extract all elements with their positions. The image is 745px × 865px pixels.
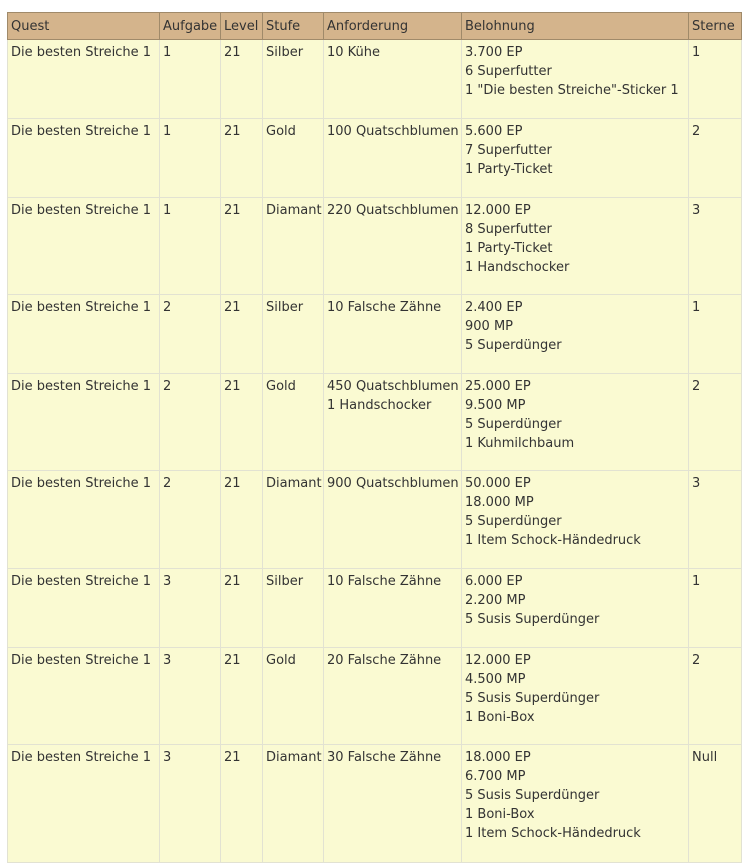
cell-aufgabe: 2	[160, 374, 221, 471]
header-quest: Quest	[8, 13, 160, 40]
header-anforderung: Anforderung	[324, 13, 462, 40]
belohnung-line: 2.200 MP	[465, 593, 526, 608]
cell-aufgabe: 3	[160, 569, 221, 648]
anforderung-line: 1 Handschocker	[327, 398, 432, 413]
belohnung-line: 7 Superfutter	[465, 143, 552, 158]
cell-level: 21	[221, 648, 263, 745]
cell-anforderung	[324, 198, 462, 295]
belohnung-line: 5 Superdünger	[465, 514, 562, 529]
cell-aufgabe: 2	[160, 471, 221, 569]
cell-quest: Die besten Streiche 1	[8, 119, 160, 198]
cell-level: 21	[221, 295, 263, 374]
header-sterne: Sterne	[689, 13, 742, 40]
cell-belohnung	[462, 198, 689, 295]
table-row	[8, 745, 742, 863]
cell-level: 21	[221, 40, 263, 119]
belohnung-line: 1 Boni-Box	[465, 807, 535, 822]
cell-quest: Die besten Streiche 1	[8, 40, 160, 119]
belohnung-line: 5 Susis Superdünger	[465, 788, 600, 803]
cell-belohnung	[462, 745, 689, 863]
anforderung-line: 900 Quatschblumen	[327, 476, 459, 491]
belohnung-line: 12.000 EP	[465, 203, 531, 218]
cell-belohnung	[462, 295, 689, 374]
cell-quest: Die besten Streiche 1	[8, 648, 160, 745]
cell-quest: Die besten Streiche 1	[8, 198, 160, 295]
cell-belohnung	[462, 471, 689, 569]
table-row	[8, 119, 742, 198]
cell-anforderung	[324, 40, 462, 119]
belohnung-line: 1 Boni-Box	[465, 710, 535, 725]
cell-sterne: 2	[689, 119, 742, 198]
anforderung-line: 100 Quatschblumen	[327, 124, 459, 139]
cell-aufgabe: 1	[160, 198, 221, 295]
cell-quest: Die besten Streiche 1	[8, 745, 160, 863]
belohnung-line: 50.000 EP	[465, 476, 531, 491]
cell-level: 21	[221, 569, 263, 648]
anforderung-line: 450 Quatschblumen	[327, 379, 459, 394]
belohnung-line: 6.700 MP	[465, 769, 526, 784]
cell-belohnung	[462, 569, 689, 648]
header-stufe: Stufe	[263, 13, 324, 40]
belohnung-line: 2.400 EP	[465, 300, 523, 315]
belohnung-line: 5 Susis Superdünger	[465, 612, 600, 627]
cell-stufe: Silber	[263, 295, 324, 374]
table-row	[8, 374, 742, 471]
header-row	[8, 13, 742, 40]
cell-level: 21	[221, 471, 263, 569]
belohnung-line: 18.000 EP	[465, 750, 531, 765]
table-row	[8, 295, 742, 374]
cell-aufgabe: 1	[160, 119, 221, 198]
belohnung-line: 8 Superfutter	[465, 222, 552, 237]
belohnung-line: 1 Item Schock-Händedruck	[465, 533, 641, 548]
belohnung-line: 5.600 EP	[465, 124, 523, 139]
belohnung-line: 1 "Die besten Streiche"-Sticker 1	[465, 83, 679, 98]
cell-belohnung	[462, 374, 689, 471]
cell-belohnung	[462, 40, 689, 119]
cell-aufgabe: 3	[160, 648, 221, 745]
belohnung-line: 3.700 EP	[465, 45, 523, 60]
cell-aufgabe: 3	[160, 745, 221, 863]
cell-sterne: Null	[689, 745, 742, 863]
table-row	[8, 471, 742, 569]
belohnung-line: 12.000 EP	[465, 653, 531, 668]
cell-sterne: 3	[689, 198, 742, 295]
cell-sterne: 3	[689, 471, 742, 569]
cell-level: 21	[221, 119, 263, 198]
cell-stufe: Silber	[263, 569, 324, 648]
table-row	[8, 198, 742, 295]
cell-belohnung	[462, 648, 689, 745]
cell-sterne: 1	[689, 40, 742, 119]
belohnung-line: 18.000 MP	[465, 495, 534, 510]
cell-anforderung	[324, 471, 462, 569]
cell-anforderung	[324, 295, 462, 374]
header-aufgabe: Aufgabe	[160, 13, 221, 40]
header-belohnung: Belohnung	[462, 13, 689, 40]
quest-table	[7, 12, 742, 863]
cell-sterne: 2	[689, 374, 742, 471]
belohnung-line: 1 Handschocker	[465, 260, 570, 275]
anforderung-line: 220 Quatschblumen	[327, 203, 459, 218]
header-level: Level	[221, 13, 263, 40]
anforderung-line: 10 Kühe	[327, 45, 381, 60]
cell-anforderung	[324, 119, 462, 198]
cell-anforderung	[324, 648, 462, 745]
belohnung-line: 900 MP	[465, 319, 514, 334]
cell-anforderung	[324, 569, 462, 648]
cell-aufgabe: 1	[160, 40, 221, 119]
cell-aufgabe: 2	[160, 295, 221, 374]
belohnung-line: 25.000 EP	[465, 379, 531, 394]
belohnung-line: 1 Party-Ticket	[465, 162, 553, 177]
table-row	[8, 40, 742, 119]
cell-sterne: 2	[689, 648, 742, 745]
cell-level: 21	[221, 745, 263, 863]
belohnung-line: 6.000 EP	[465, 574, 523, 589]
table-row	[8, 648, 742, 745]
table-header	[8, 13, 742, 40]
belohnung-line: 1 Kuhmilchbaum	[465, 436, 575, 451]
belohnung-line: 9.500 MP	[465, 398, 526, 413]
anforderung-line: 10 Falsche Zähne	[327, 574, 442, 589]
belohnung-line: 1 Item Schock-Händedruck	[465, 826, 641, 841]
cell-stufe: Diamant	[263, 471, 324, 569]
table-row	[8, 569, 742, 648]
cell-level: 21	[221, 374, 263, 471]
cell-quest: Die besten Streiche 1	[8, 295, 160, 374]
cell-stufe: Silber	[263, 40, 324, 119]
cell-stufe: Gold	[263, 374, 324, 471]
belohnung-line: 5 Superdünger	[465, 338, 562, 353]
cell-stufe: Gold	[263, 119, 324, 198]
cell-sterne: 1	[689, 569, 742, 648]
anforderung-line: 30 Falsche Zähne	[327, 750, 442, 765]
anforderung-line: 20 Falsche Zähne	[327, 653, 442, 668]
table-body	[8, 40, 742, 863]
cell-anforderung	[324, 374, 462, 471]
belohnung-line: 4.500 MP	[465, 672, 526, 687]
belohnung-line: 5 Susis Superdünger	[465, 691, 600, 706]
anforderung-line: 10 Falsche Zähne	[327, 300, 442, 315]
cell-quest: Die besten Streiche 1	[8, 374, 160, 471]
cell-belohnung	[462, 119, 689, 198]
cell-stufe: Diamant	[263, 745, 324, 863]
belohnung-line: 6 Superfutter	[465, 64, 552, 79]
cell-level: 21	[221, 198, 263, 295]
cell-stufe: Gold	[263, 648, 324, 745]
cell-quest: Die besten Streiche 1	[8, 471, 160, 569]
cell-anforderung	[324, 745, 462, 863]
cell-quest: Die besten Streiche 1	[8, 569, 160, 648]
cell-sterne: 1	[689, 295, 742, 374]
cell-stufe: Diamant	[263, 198, 324, 295]
belohnung-line: 5 Superdünger	[465, 417, 562, 432]
belohnung-line: 1 Party-Ticket	[465, 241, 553, 256]
